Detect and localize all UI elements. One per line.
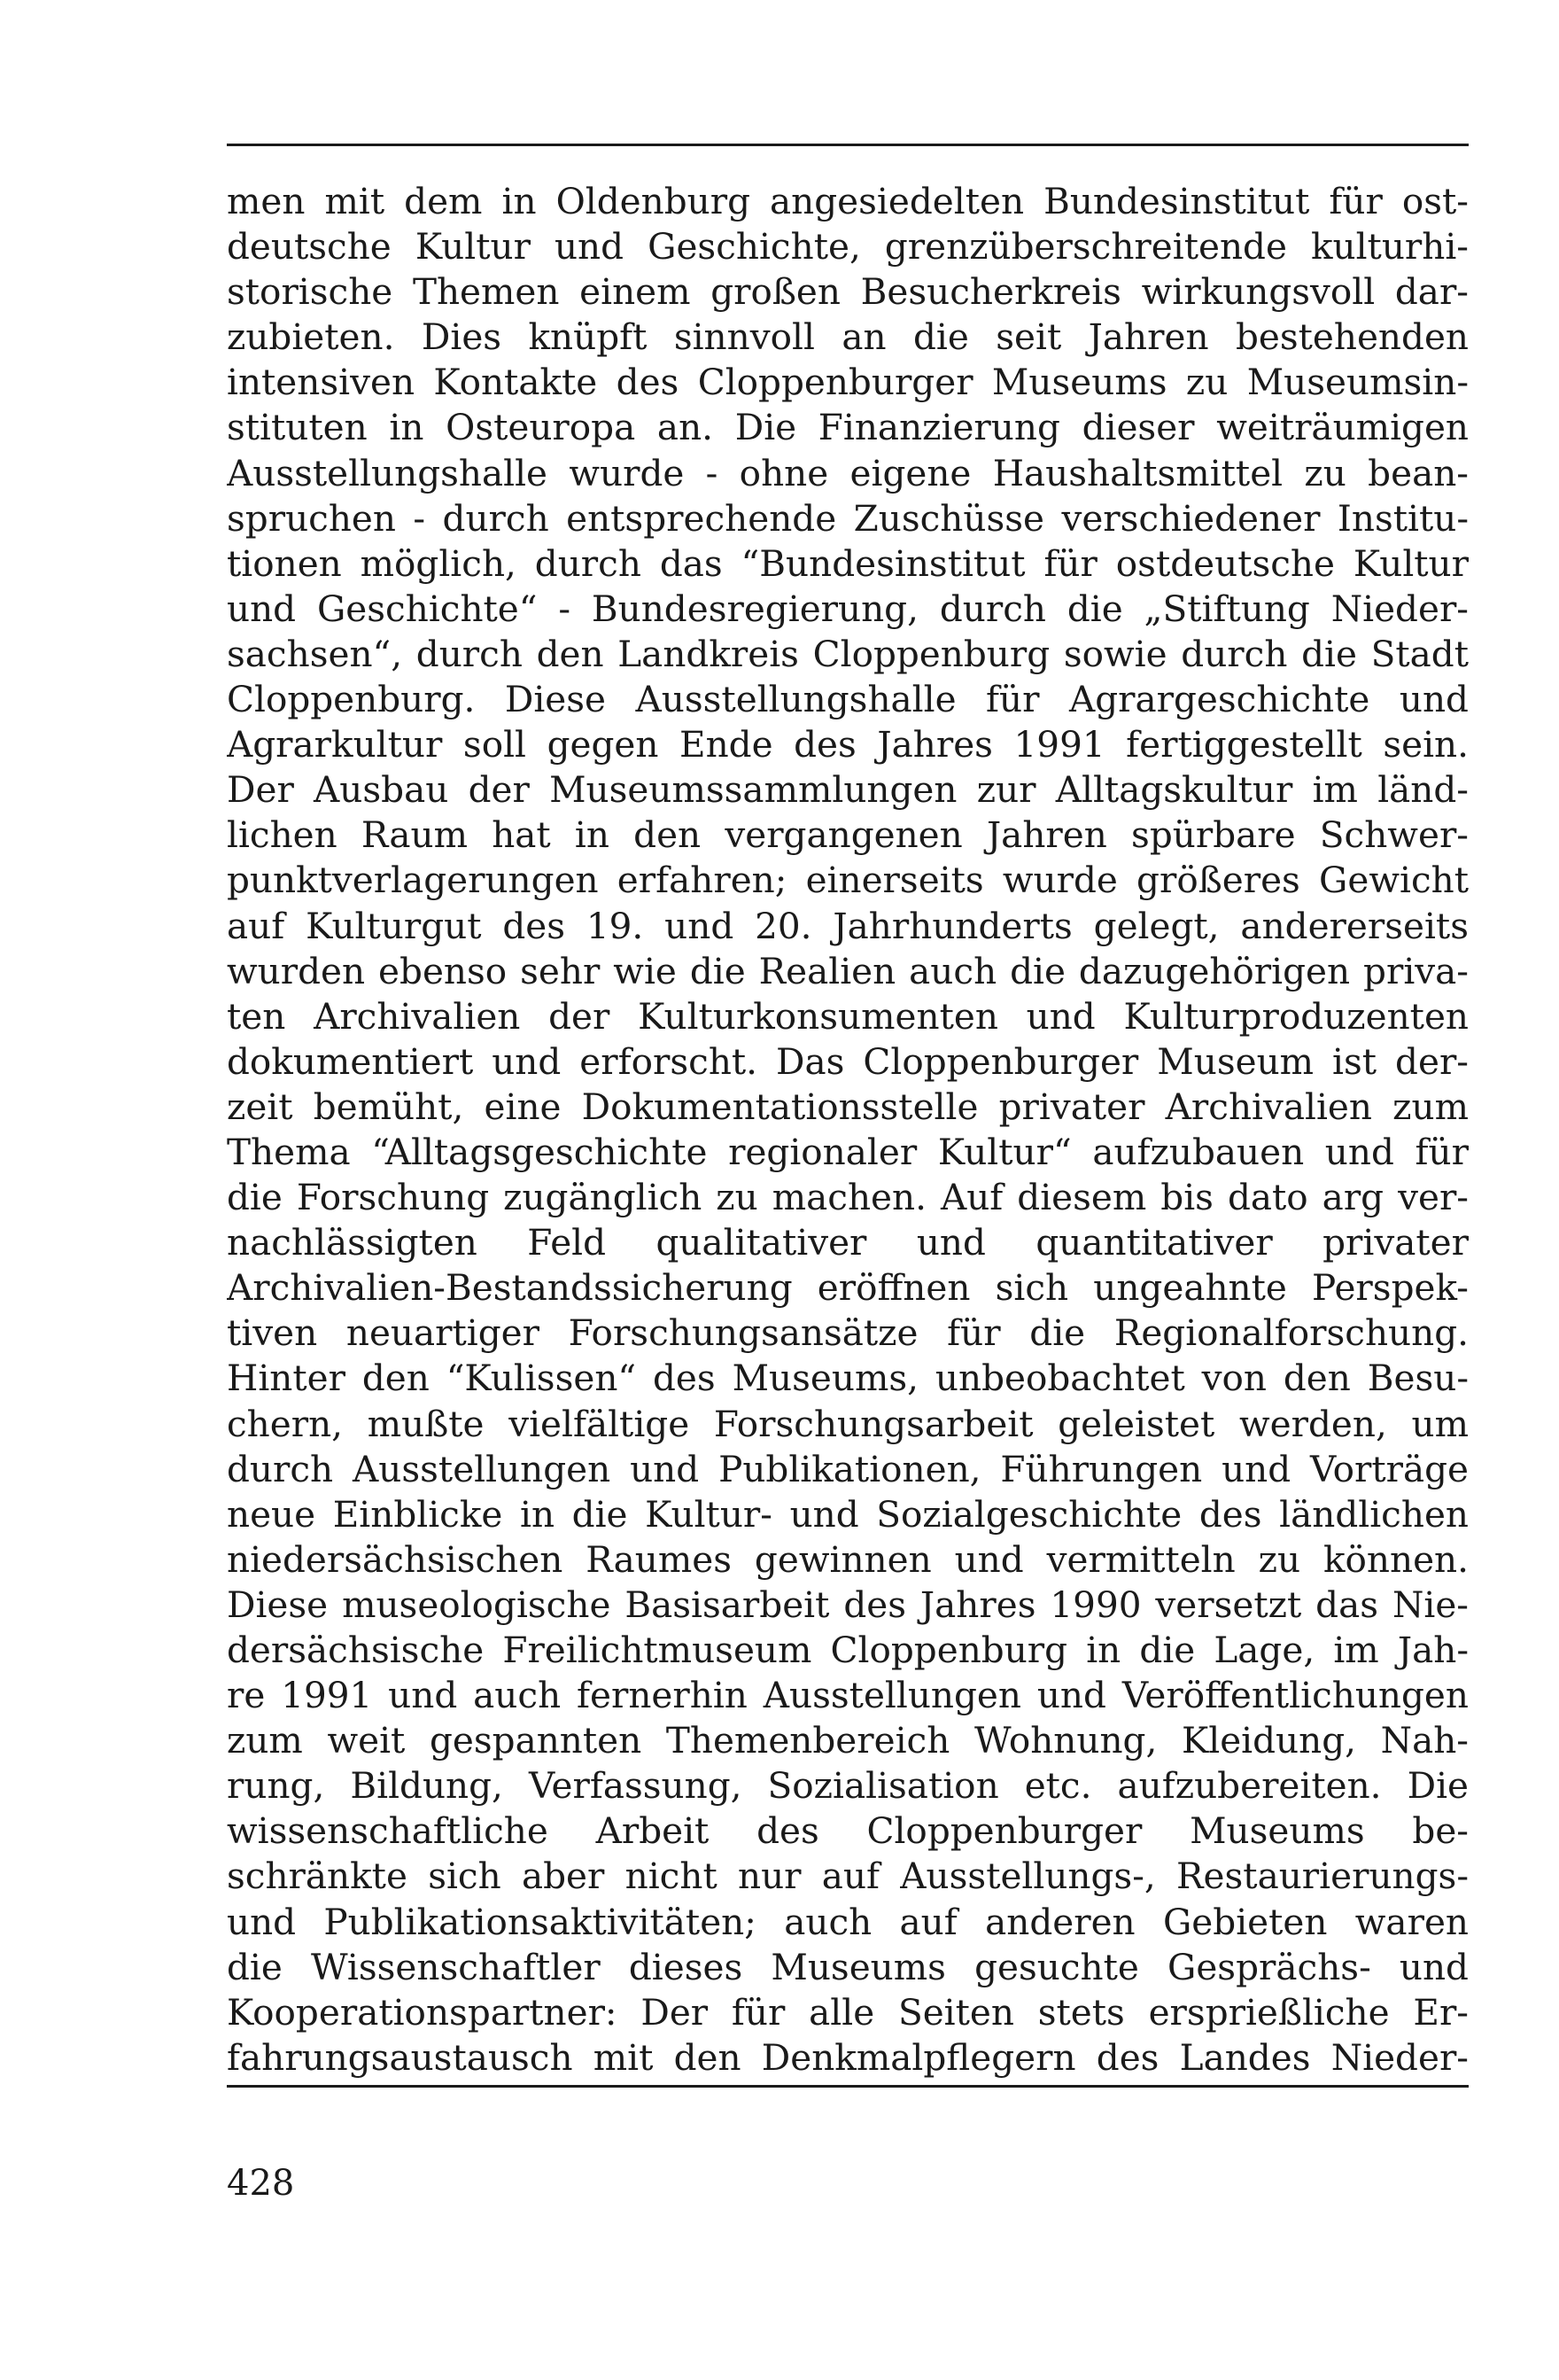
text-line: re 1991 und auch fernerhin Ausstellungen und Veröffentlichungen (227, 1674, 1469, 1717)
text-line: Diese museologische Basisarbeit des Jahres 1990 versetzt das Nie- (227, 1583, 1469, 1626)
body-text (227, 179, 1469, 2081)
text-line: niedersächsischen Raumes gewinnen und vermitteln zu können. (227, 1537, 1469, 1581)
text-line: sachsen“, durch den Landkreis Cloppenburg sowie durch die Stadt (227, 632, 1469, 675)
text-line: Thema “Alltagsgeschichte regionaler Kultur“ aufzubauen und für (227, 1130, 1469, 1173)
text-line: und Publikationsaktivitäten; auch auf anderen Gebieten waren (227, 1900, 1469, 1943)
text-line: Archivalien-Bestandssicherung eröffnen sich ungeahnte Perspek- (227, 1266, 1469, 1310)
text-line: dokumentiert und erforscht. Das Cloppenburger Museum ist der- (227, 1039, 1469, 1083)
text-line: deutsche Kultur und Geschichte, grenzüberschreitende kulturhi- (227, 225, 1469, 268)
text-line: Agrarkultur soll gegen Ende des Jahres 1991 fertiggestellt sein. (227, 723, 1469, 766)
text-line: stituten in Osteuropa an. Die Finanzierung dieser weiträumigen (227, 406, 1469, 449)
text-line: die Wissenschaftler dieses Museums gesuchte Gesprächs- und (227, 1945, 1469, 1988)
text-line: lichen Raum hat in den vergangenen Jahren spürbare Schwer- (227, 813, 1469, 857)
text-line: zubieten. Dies knüpft sinnvoll an die seit Jahren bestehenden (227, 315, 1469, 359)
text-line: dersächsische Freilichtmuseum Cloppenburg in die Lage, im Jah- (227, 1629, 1469, 1671)
text-line: schränkte sich aber nicht nur auf Ausstellungs-, Restaurierungs- (227, 1855, 1469, 1898)
text-line: Der Ausbau der Museumssammlungen zur Alltagskultur im länd- (227, 768, 1469, 812)
page-number: 428 (227, 2163, 295, 2204)
text-line: und Geschichte“ - Bundesregierung, durch die „Stiftung Nieder- (227, 587, 1469, 630)
text-line: durch Ausstellungen und Publikationen, Führungen und Vorträge (227, 1447, 1469, 1490)
text-line: Hinter den “Kulissen“ des Museums, unbeobachtet von den Besu- (227, 1357, 1469, 1400)
text-line: Ausstellungshalle wurde - ohne eigene Haushaltsmittel zu bean- (227, 451, 1469, 494)
text-line: Kooperationspartner: Der für alle Seiten stets ersprießliche Er- (227, 1990, 1469, 2034)
text-line: punktverlagerungen erfahren; einerseits wurde größeres Gewicht (227, 859, 1469, 902)
text-line: tiven neuartiger Forschungsansätze für die Regionalforschung. (227, 1311, 1469, 1355)
text-line: wissenschaftliche Arbeit des Cloppenburger Museums be- (227, 1809, 1469, 1853)
text-line: neue Einblicke in die Kultur- und Sozialgeschichte des ländlichen (227, 1492, 1469, 1536)
text-line: spruchen - durch entsprechende Zuschüsse verschiedener Institu- (227, 496, 1469, 540)
header-rule (227, 144, 1469, 146)
text-line: wurden ebenso sehr wie die Realien auch die dazugehörigen priva- (227, 949, 1469, 992)
text-line: zeit bemüht, eine Dokumentationsstelle privater Archivalien zum (227, 1085, 1469, 1128)
text-line: chern, mußte vielfältige Forschungsarbeit geleistet werden, um (227, 1402, 1469, 1445)
text-line: ten Archivalien der Kulturkonsumenten und Kulturproduzenten (227, 994, 1469, 1038)
text-line: zum weit gespannten Themenbereich Wohnung, Kleidung, Nah- (227, 1719, 1469, 1762)
text-line: die Forschung zugänglich zu machen. Auf diesem bis dato arg ver- (227, 1176, 1469, 1219)
text-line: men mit dem in Oldenburg angesiedelten Bundesinstitut für ost- (227, 180, 1469, 222)
text-line: storische Themen einem großen Besucherkreis wirkungsvoll dar- (227, 270, 1469, 314)
text-line: fahrungsaustausch mit den Denkmalpflegern des Landes Nieder- (227, 2035, 1469, 2079)
text-line: tionen möglich, durch das “Bundesinstitut für ostdeutsche Kultur (227, 541, 1469, 585)
text-line: auf Kulturgut des 19. und 20. Jahrhunderts gelegt, andererseits (227, 904, 1469, 947)
footer-rule (227, 2085, 1469, 2088)
text-line: Cloppenburg. Diese Ausstellungshalle für Agrargeschichte und (227, 678, 1469, 721)
text-line: rung, Bildung, Verfassung, Sozialisation etc. aufzubereiten. Die (227, 1764, 1469, 1808)
text-line: intensiven Kontakte des Cloppenburger Museums zu Museumsin- (227, 361, 1469, 404)
text-line: nachlässigten Feld qualitativer und quantitativer privater (227, 1221, 1469, 1264)
